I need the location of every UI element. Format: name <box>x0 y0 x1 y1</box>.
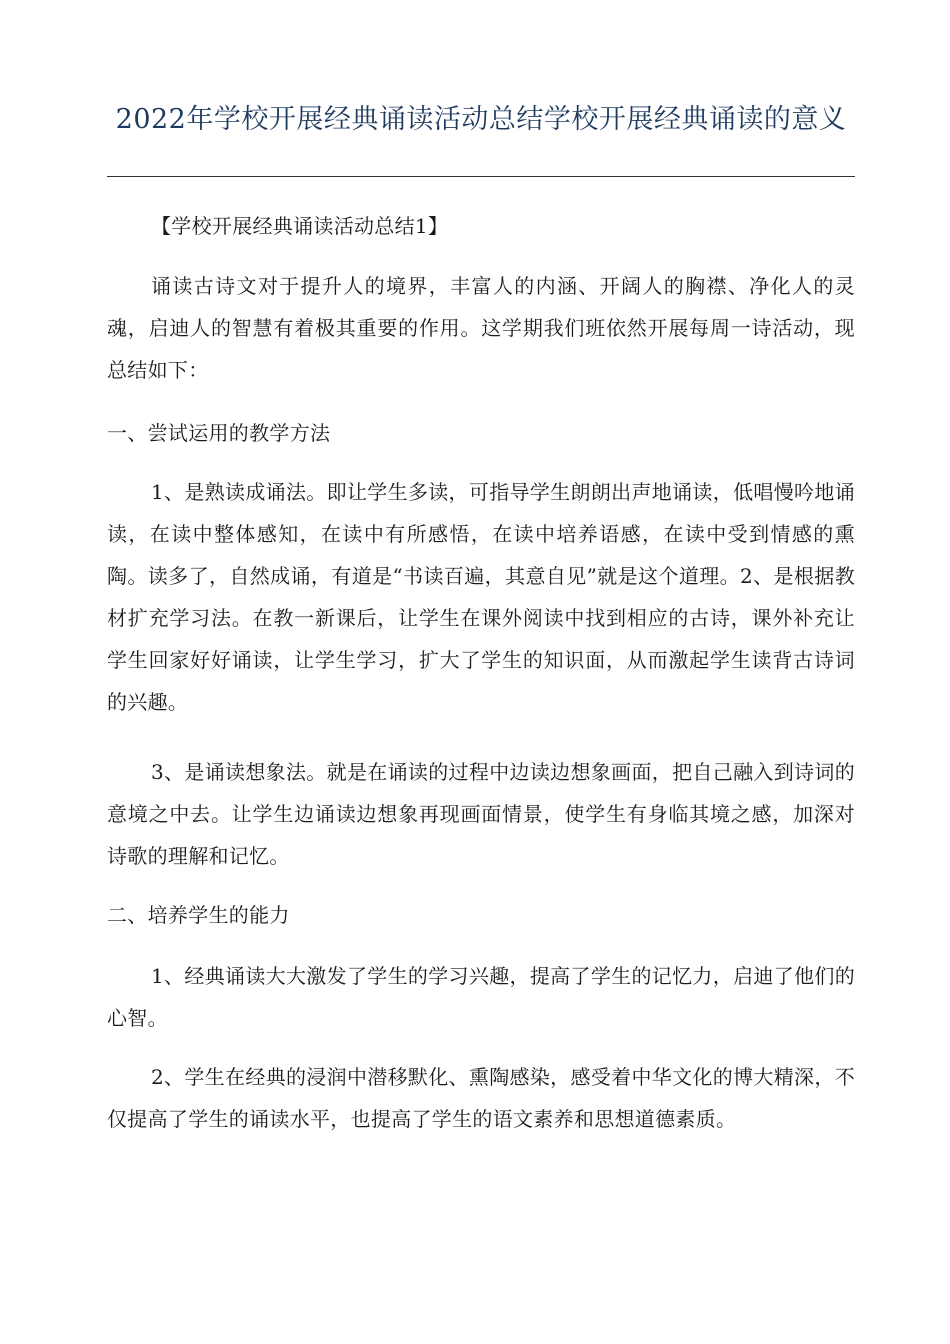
section-subtitle: 【学校开展经典诵读活动总结1】 <box>151 214 449 238</box>
abilities-paragraph-1: 1、经典诵读大大激发了学生的学习兴趣，提高了学生的记忆力，启迪了他们的心智。 <box>107 964 855 1030</box>
section-heading-methods: 一、尝试运用的教学方法 <box>107 421 331 445</box>
intro-paragraph: 诵读古诗文对于提升人的境界，丰富人的内涵、开阔人的胸襟、净化人的灵魂，启迪人的智慧有着极其重要的作用。这学期我们班依然开展每周一诗活动，现总结如下： <box>107 274 855 382</box>
section-heading-abilities: 二、培养学生的能力 <box>107 903 290 927</box>
title-divider <box>107 176 855 177</box>
document-title: 2022年学校开展经典诵读活动总结学校开展经典诵读的意义 <box>115 104 847 135</box>
abilities-paragraph-2: 2、学生在经典的浸润中潜移默化、熏陶感染，感受着中华文化的博大精深，不仅提高了学生的诵读水平，也提高了学生的语文素养和思想道德素质。 <box>107 1065 855 1131</box>
methods-paragraph-1: 1、是熟读成诵法。即让学生多读，可指导学生朗朗出声地诵读，低唱慢吟地诵读，在读中整体感知，在读中有所感悟，在读中培养语感，在读中受到情感的熏陶。读多了，自然成诵，有道是“书读百遍，其意自见”就是这个道理。2、是根据教材扩充学习法。在教一新课后，让学生在课外阅读中找到相应的古诗，课外补充让学生回家好好诵读，让学生学习，扩大了学生的知识面，从而激起学生读背古诗词的兴趣。 <box>107 480 855 714</box>
methods-paragraph-2: 3、是诵读想象法。就是在诵读的过程中边读边想象画面，把自己融入到诗词的意境之中去。让学生边诵读边想象再现画面情景，使学生有身临其境之感，加深对诗歌的理解和记忆。 <box>107 760 855 868</box>
